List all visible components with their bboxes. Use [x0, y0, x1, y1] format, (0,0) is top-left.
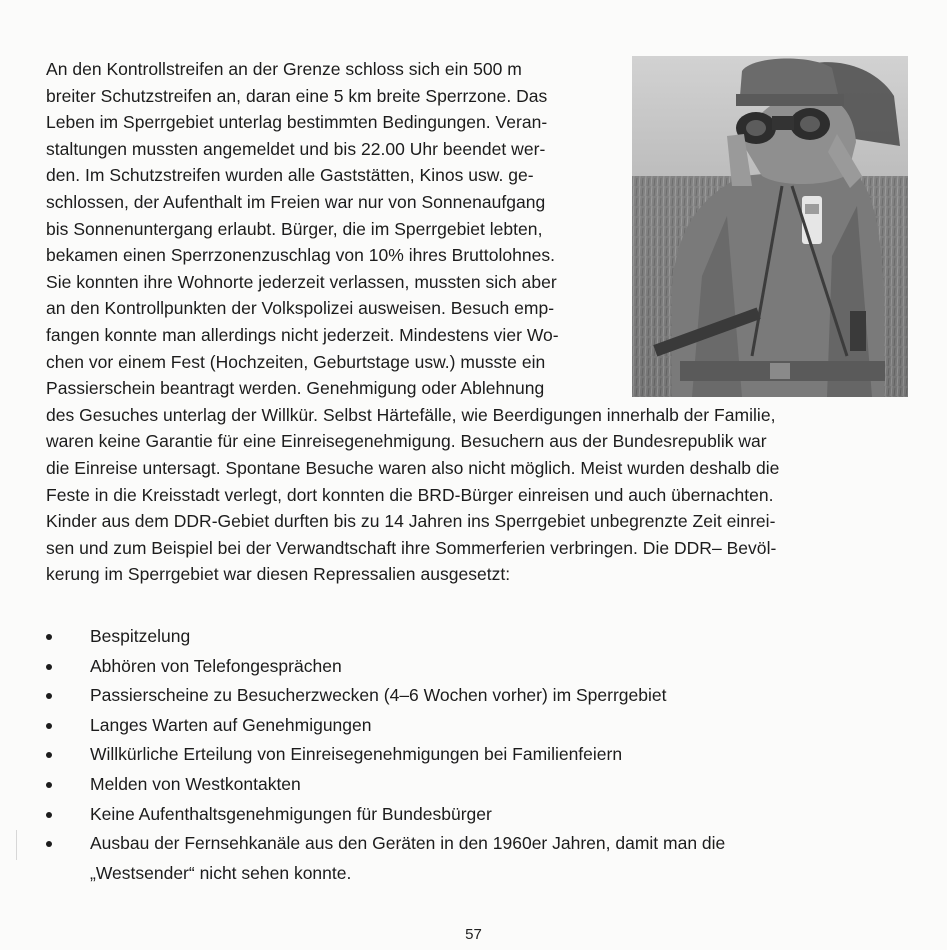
text-line: sen und zum Beispiel bei der Verwandtschaft ihre Sommerferien verbringen. Die DDR– Bevöl- [46, 537, 777, 558]
list-item [46, 740, 886, 770]
bullet-icon [46, 693, 52, 699]
list-item-text: Willkürliche Erteilung von Einreisegenehmigungen bei Familienfeiern [90, 744, 623, 765]
text-line: fangen konnte man allerdings nicht jederzeit. Mindestens vier Wo- [46, 324, 559, 345]
list-item-text: Melden von Westkontakten [90, 773, 301, 794]
list-item [46, 800, 886, 830]
text-line: kerung im Sperrgebiet war diesen Repressalien ausgesetzt: [46, 564, 511, 585]
list-item [46, 770, 886, 800]
text-line: an den Kontrollpunkten der Volkspolizei ausweisen. Besuch emp- [46, 298, 555, 319]
bullet-icon [46, 752, 52, 758]
text-line: staltungen mussten angemeldet und bis 22.00 Uhr beendet wer- [46, 138, 546, 159]
bullet-icon [46, 634, 52, 640]
text-line: Sie konnten ihre Wohnorte jederzeit verlassen, mussten sich aber [46, 271, 557, 292]
text-line: breiter Schutzstreifen an, daran eine 5 km breite Sperrzone. Das [46, 85, 548, 106]
text-line: den. Im Schutzstreifen wurden alle Gaststätten, Kinos usw. ge- [46, 165, 534, 186]
scan-artifact [16, 830, 23, 860]
bullet-icon [46, 664, 52, 670]
list-item-text: Bespitzelung [90, 626, 191, 646]
bullet-icon [46, 723, 52, 729]
text-line: bekamen einen Sperrzonenzuschlag von 10% ihres Bruttolohnes. [46, 245, 556, 266]
bullet-icon [46, 841, 52, 847]
text-line: schlossen, der Aufenthalt im Freien war nur von Sonnenaufgang [46, 191, 546, 212]
bullet-icon [46, 812, 52, 818]
text-line: Passierschein beantragt werden. Genehmigung oder Ablehnung [46, 378, 545, 399]
text-line: die Einreise untersagt. Spontane Besuche waren also nicht möglich. Meist wurden deshalb die [46, 457, 780, 478]
list-item-text: Passierscheine zu Besucherzwecken (4–6 Wochen vorher) im Sperrgebiet [90, 685, 667, 706]
list-item-text: Abhören von Telefongesprächen [90, 655, 342, 676]
text-line: des Gesuches unterlag der Willkür. Selbst Härtefälle, wie Beerdigungen innerhalb der Familie, [46, 404, 776, 425]
text-line: An den Kontrollstreifen an der Grenze schloss sich ein 500 m [46, 59, 522, 79]
list-item-text: „Westsender“ nicht sehen konnte. [90, 862, 352, 883]
list-item [46, 652, 886, 682]
text-line: Feste in die Kreisstadt verlegt, dort konnten die BRD-Bürger einreisen und auch übernachten. [46, 484, 774, 505]
text-line: waren keine Garantie für eine Einreisegenehmigung. Besuchern aus der Bundesrepublik war [46, 431, 767, 452]
list-item-continuation [46, 859, 886, 889]
text-line: chen vor einem Fest (Hochzeiten, Geburtstage usw.) musste ein [46, 351, 546, 372]
repression-list [46, 622, 886, 888]
text-line: Leben im Sperrgebiet unterlag bestimmten Bedingungen. Veran- [46, 112, 548, 133]
list-item [46, 829, 886, 859]
text-line: bis Sonnenuntergang erlaubt. Bürger, die im Sperrgebiet lebten, [46, 218, 543, 239]
bullet-icon [46, 782, 52, 788]
list-item [46, 711, 886, 741]
list-item-text: Keine Aufenthaltsgenehmigungen für Bundesbürger [90, 803, 492, 824]
list-item-text: Langes Warten auf Genehmigungen [90, 714, 372, 735]
list-item [46, 622, 886, 652]
page-number: 57 [465, 926, 482, 943]
text-line: Kinder aus dem DDR-Gebiet durften bis zu 14 Jahren ins Sperrgebiet unbegrenzte Zeit einrei- [46, 511, 776, 532]
body-text [46, 56, 886, 588]
list-item-text: Ausbau der Fernsehkanäle aus den Geräten in den 1960er Jahren, damit man die [90, 833, 726, 854]
list-item [46, 681, 886, 711]
